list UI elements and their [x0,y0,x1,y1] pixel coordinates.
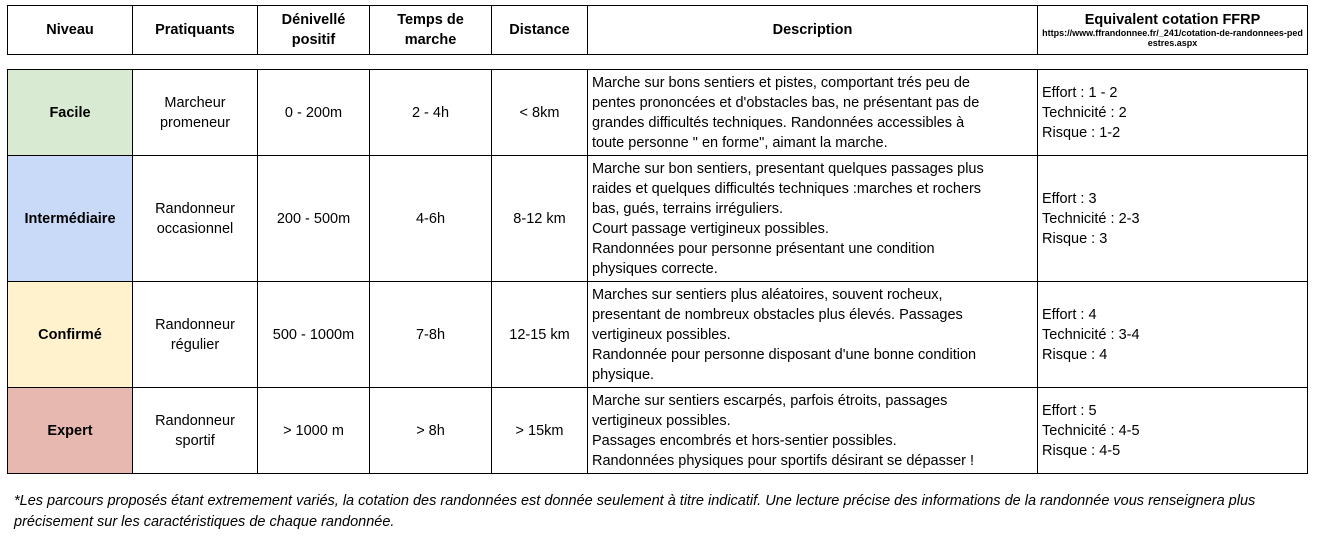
ffrp-url: https://www.ffrandonnee.fr/_241/cotation-de-randonnees-pedestres.aspx [1042,28,1303,48]
description-line: Passages encombrés et hors-sentier possibles. [592,432,897,449]
description-cell [588,388,1038,474]
description-line: bas, gués, terrains irréguliers. [592,200,783,217]
header-temps-text: Temps de marche [397,12,464,48]
distance-cell: > 15km [492,388,588,474]
pratiquants-line: Randonneur [155,316,235,333]
ffrp-cell [1038,282,1308,388]
header-denivele-text: Dénivellé positif [281,12,346,48]
header-niveau: Niveau [8,6,133,55]
distance-cell: 12-15 km [492,282,588,388]
temps-cell: 2 - 4h [370,70,492,156]
header-description: Description [588,6,1038,55]
level-cell: Expert [8,388,133,474]
ffrp-line: Technicité : 4-5 [1042,422,1140,439]
description-line: Marche sur bons sentiers et pistes, comportant trés peu de [592,74,970,91]
ffrp-line: Risque : 1-2 [1042,124,1121,141]
description-line: pentes prononcées et d'obstacles bas, ne présentant pas de [592,94,980,111]
description-line: vertigineux possibles. [592,412,731,429]
temps-cell: > 8h [370,388,492,474]
description-line: Randonnées pour personne présentant une condition [592,240,935,257]
denivele-cell: > 1000 m [258,388,370,474]
ffrp-line: Technicité : 2-3 [1042,210,1140,227]
level-cell: Confirmé [8,282,133,388]
ffrp-line: Technicité : 3-4 [1042,326,1140,343]
pratiquants-cell [133,388,258,474]
levels-table-body [8,70,1308,474]
ffrp-cell [1038,388,1308,474]
description-line: raides et quelques difficultés techniques :marches et rochers [592,180,982,197]
description-line: vertigineux possibles. [592,326,731,343]
ffrp-cell [1038,156,1308,282]
description-line: toute personne " en forme", aimant la marche. [592,134,888,151]
header-pratiquants: Pratiquants [133,6,258,55]
header-row [8,6,1308,55]
ffrp-title: Equivalent cotation FFRP [1084,12,1261,28]
ffrp-line: Effort : 5 [1042,402,1097,419]
ffrp-line: Effort : 4 [1042,306,1097,323]
distance-cell: 8-12 km [492,156,588,282]
denivele-cell: 0 - 200m [258,70,370,156]
level-cell: Facile [8,70,133,156]
description-line: physique. [592,366,655,383]
pratiquants-line: occasionnel [156,220,234,237]
levels-table [7,69,1308,474]
pratiquants-cell [133,70,258,156]
pratiquants-line: régulier [170,336,220,353]
denivele-cell: 500 - 1000m [258,282,370,388]
description-line: grandes difficultés techniques. Randonnées accessibles à [592,114,965,131]
description-cell [588,282,1038,388]
table-row-intermediaire [8,156,1308,282]
header-temps [370,6,492,55]
footnote: *Les parcours proposés étant extremement variés, la cotation des randonnées est donnée seulement à titre indicatif. Une lecture précise des informations de la randonnée vous renseignera plus précisement sur les caractéristiques de chaque randonnée. [14,493,1256,530]
description-line: Randonnée pour personne disposant d'une bonne condition [592,346,977,363]
pratiquants-line: Randonneur [155,200,235,217]
temps-cell: 7-8h [370,282,492,388]
description-line: presentant de nombreux obstacles plus élevés. Passages [592,306,963,323]
description-line: Marche sur bon sentiers, presentant quelques passages plus [592,160,984,177]
ffrp-cell [1038,70,1308,156]
description-cell [588,156,1038,282]
description-line: Randonnées physiques pour sportifs désirant se dépasser ! [592,452,975,469]
pratiquants-cell [133,282,258,388]
pratiquants-line: Randonneur [155,412,235,429]
description-line: Marches sur sentiers plus aléatoires, souvent rocheux, [592,286,943,303]
table-row-facile [8,70,1308,156]
distance-cell: < 8km [492,70,588,156]
header-ffrp [1038,6,1308,55]
pratiquants-cell [133,156,258,282]
pratiquants-line: Marcheur [164,94,226,111]
description-cell [588,70,1038,156]
temps-cell: 4-6h [370,156,492,282]
ffrp-line: Effort : 3 [1042,190,1097,207]
table-row-expert [8,388,1308,474]
denivele-cell: 200 - 500m [258,156,370,282]
ffrp-line: Risque : 4-5 [1042,442,1121,459]
description-line: Marche sur sentiers escarpés, parfois étroits, passages [592,392,948,409]
pratiquants-line: promeneur [159,114,231,131]
header-table [7,5,1308,55]
ffrp-line: Risque : 4 [1042,346,1108,363]
ffrp-line: Effort : 1 - 2 [1042,84,1118,101]
header-distance: Distance [492,6,588,55]
level-cell: Intermédiaire [8,156,133,282]
pratiquants-line: sportif [175,432,215,449]
description-line: physiques correcte. [592,260,718,277]
header-denivele [258,6,370,55]
ffrp-line: Technicité : 2 [1042,104,1127,121]
description-line: Court passage vertigineux possibles. [592,220,829,237]
table-row-confirme [8,282,1308,388]
ffrp-line: Risque : 3 [1042,230,1108,247]
